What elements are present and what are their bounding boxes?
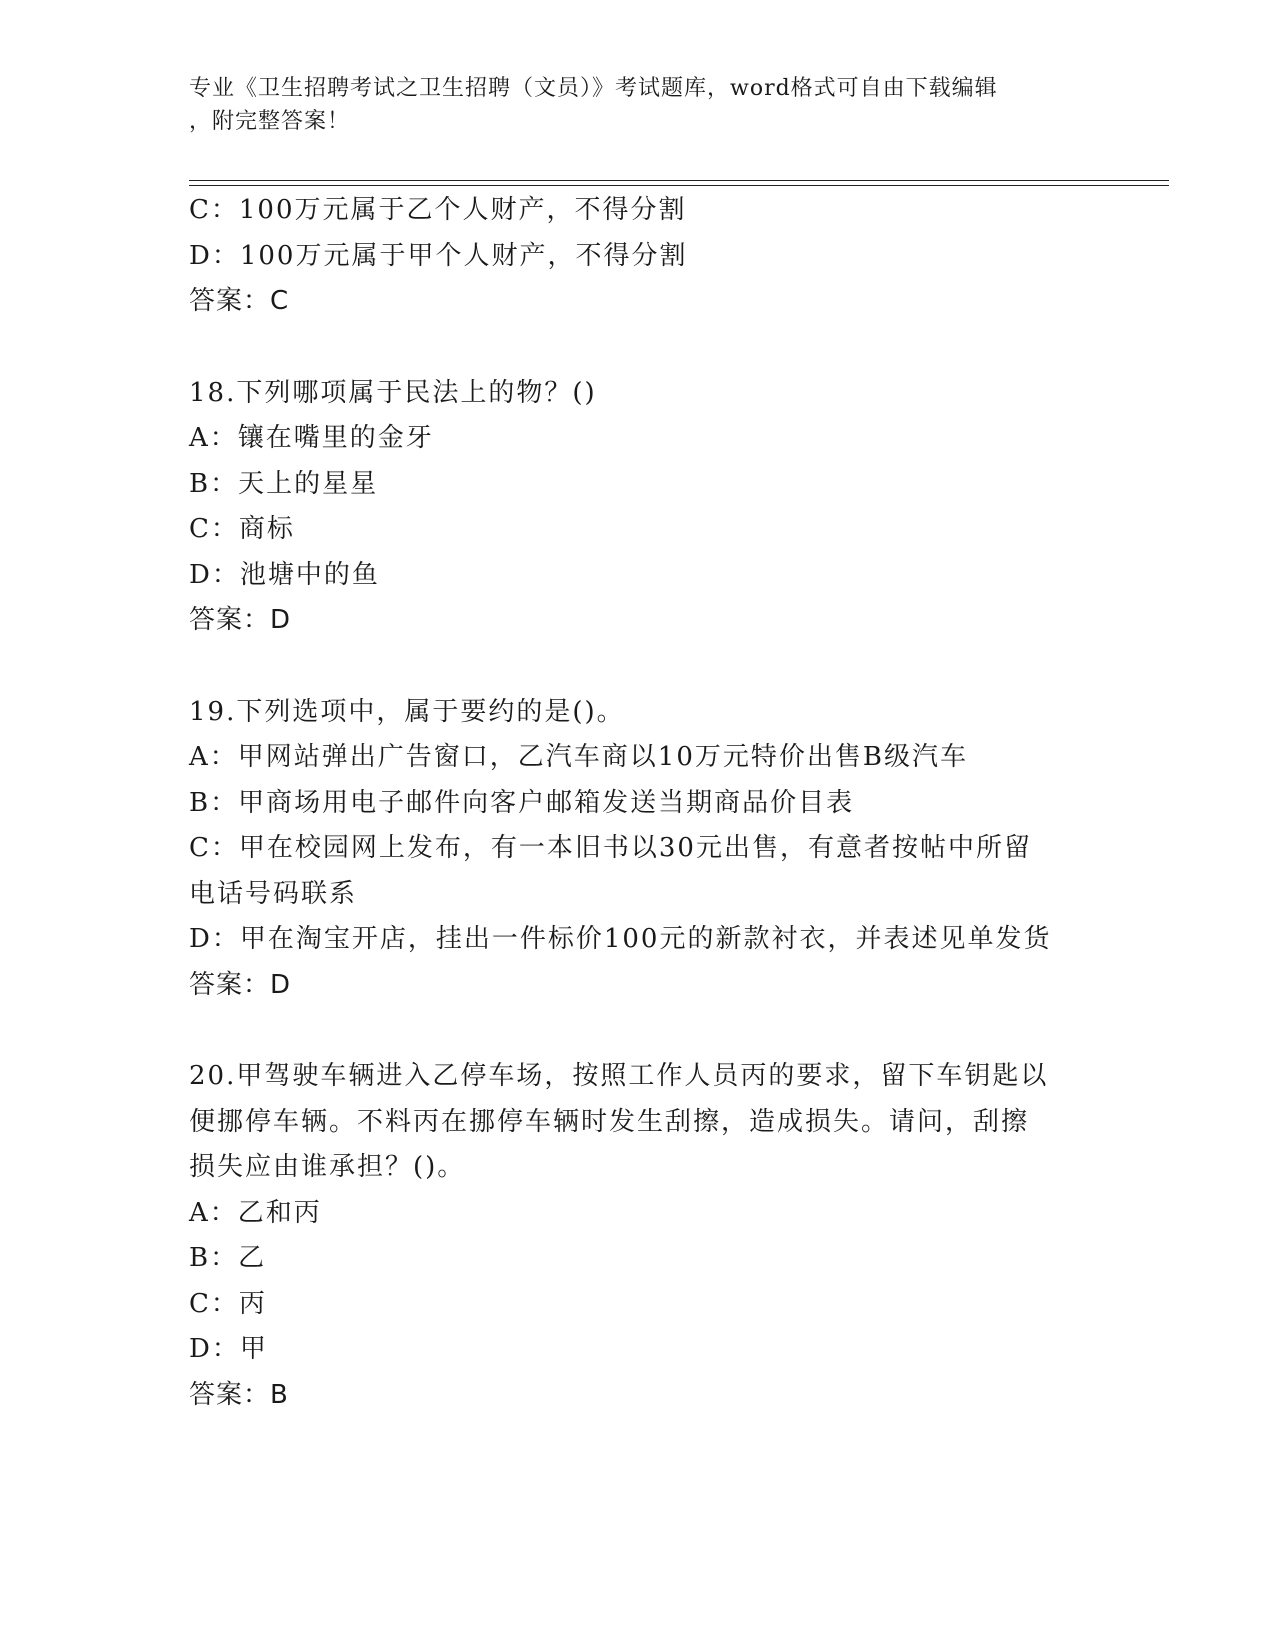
document-header bbox=[189, 72, 1089, 138]
question-stem-line-2: 便挪停车辆。不料丙在挪停车辆时发生刮擦，造成损失。请问，刮擦 bbox=[189, 1106, 1030, 1137]
spacer bbox=[189, 325, 1089, 371]
option-c: C：100万元属于乙个人财产，不得分割 bbox=[189, 195, 687, 225]
spacer bbox=[189, 1008, 1089, 1054]
spacer bbox=[189, 644, 1089, 690]
question-18 bbox=[189, 371, 1089, 644]
option-c: C：商标 bbox=[189, 514, 295, 544]
answer: 答案：B bbox=[189, 1379, 289, 1410]
question-20 bbox=[189, 1054, 1089, 1418]
answer: 答案：C bbox=[189, 286, 290, 316]
header-divider-top bbox=[189, 180, 1169, 181]
answer: 答案：D bbox=[189, 969, 292, 1000]
question-list bbox=[189, 188, 1089, 1418]
header-title-line-1: 专业《卫生招聘考试之卫生招聘（文员）》考试题库，word格式可自由下载编辑 bbox=[189, 76, 998, 101]
option-c-line-2: 电话号码联系 bbox=[189, 878, 358, 909]
question-stem-line-1: 20.甲驾驶车辆进入乙停车场，按照工作人员丙的要求，留下车钥匙以 bbox=[189, 1061, 1049, 1091]
header-title-line-2: ，附完整答案！ bbox=[189, 109, 351, 134]
option-b: B：乙 bbox=[189, 1243, 267, 1273]
option-a: A：乙和丙 bbox=[189, 1197, 322, 1228]
question-stem: 19.下列选项中，属于要约的是()。 bbox=[189, 696, 625, 727]
question-17 bbox=[189, 188, 1089, 325]
option-b: B：甲商场用电子邮件向客户邮箱发送当期商品价目表 bbox=[189, 787, 855, 818]
option-d: D：甲在淘宝开店，挂出一件标价100元的新款衬衣，并表述见单发货 bbox=[189, 924, 1052, 954]
question-stem-line-3: 损失应由谁承担？()。 bbox=[189, 1152, 466, 1182]
option-c: C：丙 bbox=[189, 1288, 267, 1319]
option-b: B：天上的星星 bbox=[189, 468, 379, 499]
option-a: A：甲网站弹出广告窗口，乙汽车商以10万元特价出售B级汽车 bbox=[189, 742, 968, 772]
question-stem: 18.下列哪项属于民法上的物？() bbox=[189, 377, 597, 408]
answer: 答案：D bbox=[189, 605, 292, 635]
question-19 bbox=[189, 690, 1089, 1009]
option-c-line-1: C：甲在校园网上发布，有一本旧书以30元出售，有意者按帖中所留 bbox=[189, 833, 1032, 863]
header-divider-bottom bbox=[189, 185, 1169, 186]
option-d: D：甲 bbox=[189, 1334, 268, 1364]
option-d: D：100万元属于甲个人财产，不得分割 bbox=[189, 240, 688, 271]
option-d: D：池塘中的鱼 bbox=[189, 559, 380, 590]
option-a: A：镶在嘴里的金牙 bbox=[189, 423, 434, 453]
